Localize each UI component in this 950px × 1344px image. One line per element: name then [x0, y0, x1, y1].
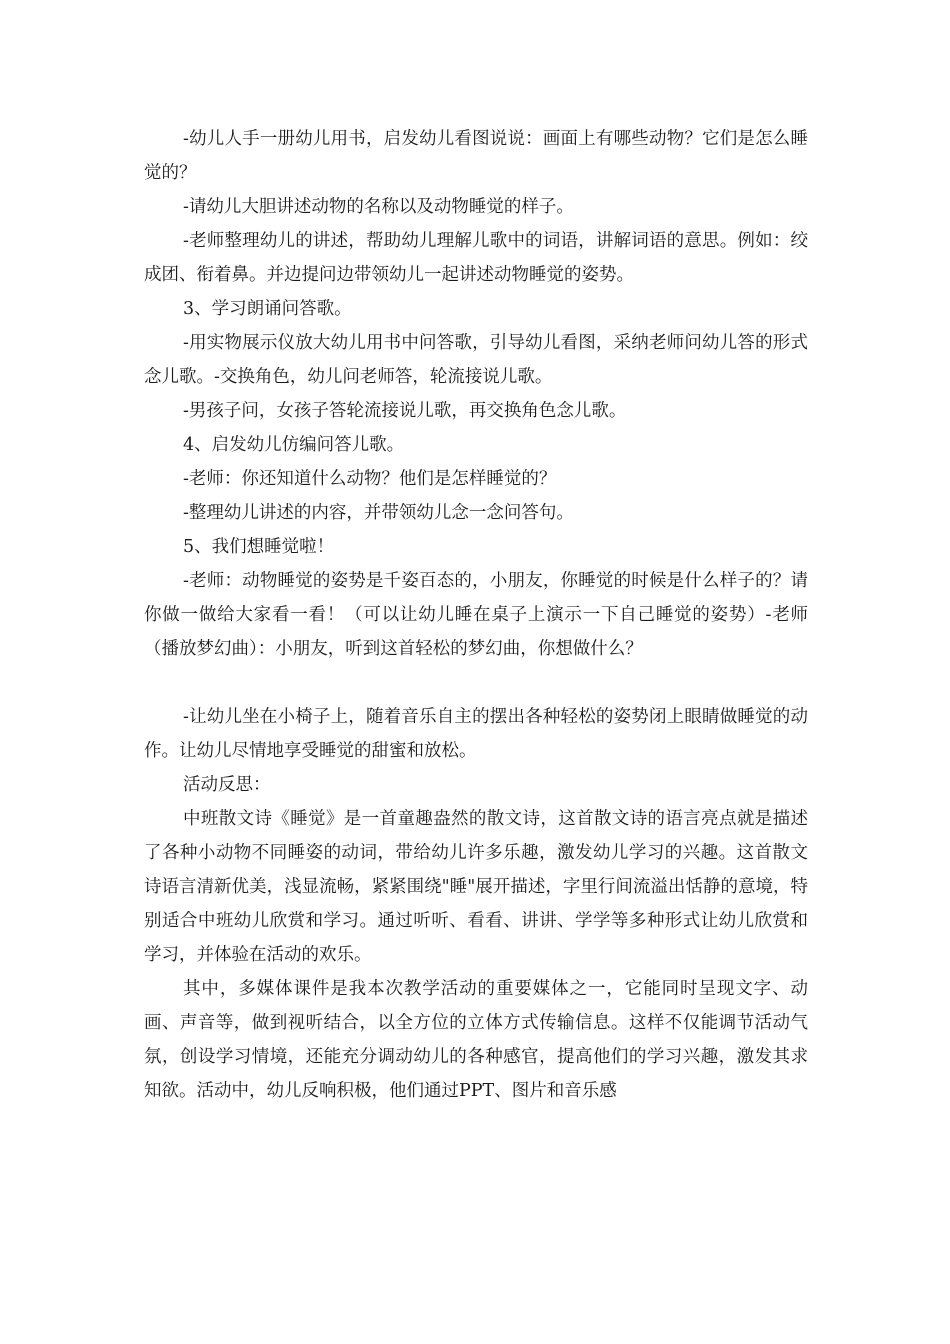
paragraph-boys-girls: -男孩子问，女孩子答轮流接说儿歌，再交换角色念儿歌。 — [183, 401, 627, 421]
section-heading-reflection: 活动反思： — [183, 775, 271, 795]
paragraph-describe-animals: -请幼儿大胆讲述动物的名称以及动物睡觉的样子。 — [183, 197, 574, 217]
paragraph-sleep-postures: -老师：动物睡觉的姿势是千姿百态的，小朋友，你睡觉的时候是什么样子的？请你做一做给大家看一看！（可以让幼儿睡在桌子上演示一下自己睡觉的姿势）-老师（播放梦幻曲）：小朋友，听到这首轻松的梦幻曲，你想做什么？ — [144, 571, 808, 659]
document-page — [144, 122, 808, 1108]
section-heading-3: 3、学习朗诵问答歌。 — [183, 299, 352, 319]
paragraph-sit-on-chair: -让幼儿坐在小椅子上，随着音乐自主的摆出各种轻松的姿势闭上眼睛做睡觉的动作。让幼儿尽情地享受睡觉的甜蜜和放松。 — [144, 707, 808, 761]
paragraph-reflection-poem: 中班散文诗《睡觉》是一首童趣盎然的散文诗，这首散文诗的语言亮点就是描述了各种小动物不同睡姿的动词，带给幼儿许多乐趣，激发幼儿学习的兴趣。这首散文诗语言清新优美，浅显流畅，紧紧围绕"睡"展开描述，字里行间流溢出恬静的意境，特别适合中班幼儿欣赏和学习。通过听听、看看、讲讲、学学等多种形式让幼儿欣赏和学习，并体验在活动的欢乐。 — [144, 809, 808, 965]
section-heading-5: 5、我们想睡觉啦！ — [183, 537, 335, 557]
blank-line — [144, 666, 808, 700]
section-heading-4: 4、启发幼儿仿编问答儿歌。 — [183, 435, 405, 455]
paragraph-teacher-question: -老师：你还知道什么动物？他们是怎样睡觉的？ — [183, 469, 557, 489]
paragraph-organize-content: -整理幼儿讲述的内容，并带领幼儿念一念问答句。 — [183, 503, 574, 523]
paragraph-picture-talk: -幼儿人手一册幼儿用书，启发幼儿看图说说：画面上有哪些动物？它们是怎么睡觉的？ — [144, 129, 808, 183]
paragraph-projector-song: -用实物展示仪放大幼儿用书中问答歌，引导幼儿看图，采纳老师问幼儿答的形式念儿歌。-交换角色，幼儿问老师答，轮流接说儿歌。 — [144, 333, 808, 387]
paragraph-reflection-multimedia: 其中，多媒体课件是我本次教学活动的重要媒体之一，它能同时呈现文字、动画、声音等，做到视听结合，以全方位的立体方式传输信息。这样不仅能调节活动气氛，创设学习情境，还能充分调动幼儿的各种感官，提高他们的学习兴趣，激发其求知欲。活动中，幼儿反响积极，他们通过PPT、图片和音乐感 — [144, 979, 808, 1101]
paragraph-teacher-summary: -老师整理幼儿的讲述，帮助幼儿理解儿歌中的词语，讲解词语的意思。例如：绞成团、衔着鼻。并边提问边带领幼儿一起讲述动物睡觉的姿势。 — [144, 231, 808, 285]
